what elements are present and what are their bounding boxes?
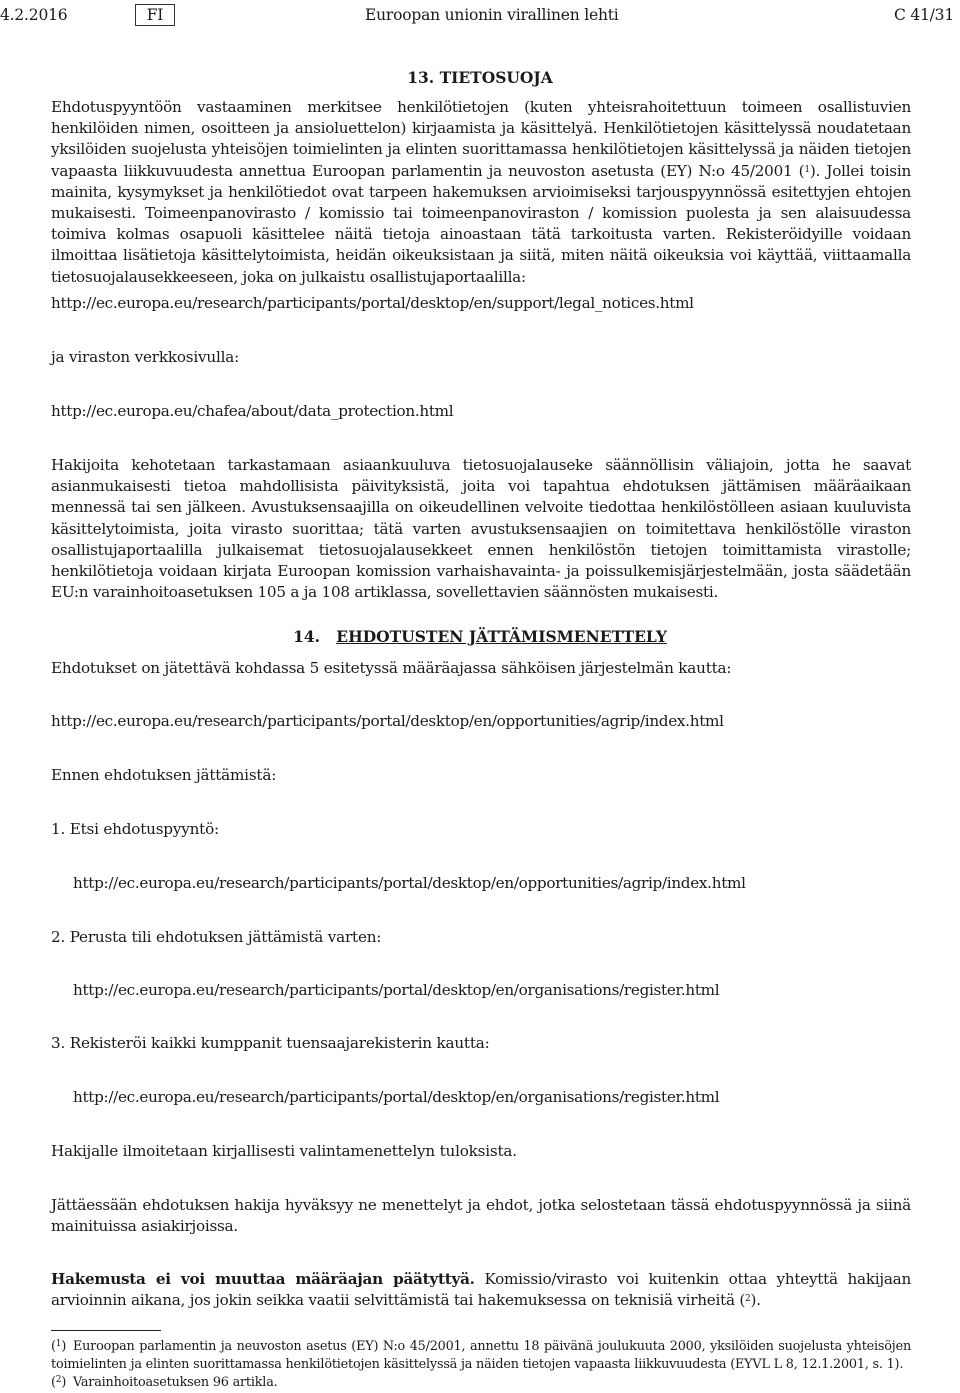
language-badge: FI [135, 4, 175, 26]
data-protection-link[interactable]: http://ec.europa.eu/chafea/about/data_protection.html [51, 402, 454, 420]
footnote-2 [51, 1374, 911, 1392]
no-changes-bold: Hakemusta ei voi muuttaa määräajan päätyttyä. [51, 1270, 475, 1288]
section-14-title [0, 627, 960, 646]
footnote-2-text: Varainhoitoasetuksen 96 artikla. [73, 1375, 278, 1390]
section-13-paragraph-2: Hakijoita kehotetaan tarkastamaan asiaankuuluva tietosuojalauseke säännöllisin väliajoin, jotta he saavat asianmukaisesti tietoa mahdollisista päivityksistä, joita voi tapahtua ehdotuksen jättämisen määräaikaan mennessä tai sen jälkeen. Avustuksensaajilla on oikeudellinen velvoite tiedottaa henkilöstölleen asiaan kuuluvista käsittelytoimista, joita virasto suorittaa; tätä varten avustuksensaajien on toimitettava henkilöstölle viraston osallistujaportaalilla julkaisemat tietosuojalausekkeet ennen henkilöstön tietojen toimittamista virastolle; henkilötietoja voidaan kirjata Euroopan komission varhaishavainta- ja poissulkemisjärjestelmään, josta säädetään EU:n varainhoitoasetuksen 105 a ja 108 artiklassa, sovellettavien säännösten mukaisesti. [51, 456, 911, 602]
submission-intro: Ehdotukset on jätettävä kohdassa 5 esitetyssä määräajassa sähköisen järjestelmän kautta: [51, 659, 732, 677]
footnote-1-mark: ($^1$) [51, 1339, 67, 1354]
section-14-number: 14. [293, 627, 321, 646]
before-submitting-label: Ennen ehdotuksen jättämistä: [51, 766, 277, 784]
notification-text: Hakijalle ilmoitetaan kirjallisesti valintamenettelyn tuloksista. [51, 1142, 517, 1160]
submission-portal-link[interactable]: http://ec.europa.eu/research/participants/portal/desktop/en/opportunities/agrip/index.html [51, 712, 724, 730]
no-changes-end: ). [750, 1291, 761, 1310]
no-changes-text: Komissio/virasto voi kuitenkin ottaa yhteyttä hakijaan arvioinnin aikana, jos jokin seikka vaatii selvittämistä tai hakemuksessa on teknisiä virheitä ( [51, 1270, 911, 1310]
page-header [0, 4, 960, 26]
section-13-paragraph-1 [51, 97, 911, 288]
step-3-link[interactable]: http://ec.europa.eu/research/participants/portal/desktop/en/organisations/register.html [73, 1088, 720, 1106]
footnote-divider [51, 1330, 161, 1331]
footnote-1-text: Euroopan parlamentin ja neuvoston asetus (EY) N:o 45/2001, annettu 18 päivänä joulukuuta 2000, yksilöiden suojelusta yhteisöjen toimielinten ja elinten suorittamassa henkilötietojen käsittelyssä ja näiden tietojen vapaasta liikkuvuudesta (EYVL L 8, 12.1.2001, s. 1). [51, 1339, 911, 1372]
publication-date: 4.2.2016 [0, 6, 68, 24]
agency-website-intro: ja viraston verkkosivulla: [51, 348, 240, 366]
step-2-link[interactable]: http://ec.europa.eu/research/participants/portal/desktop/en/organisations/register.html [73, 981, 720, 999]
section-13-title: 13. TIETOSUOJA [407, 68, 553, 87]
step-3-label: 3. Rekisteröi kaikki kumppanit tuensaajarekisterin kautta: [51, 1034, 490, 1052]
no-changes-paragraph [51, 1269, 911, 1311]
legal-notices-link[interactable]: http://ec.europa.eu/research/participants/portal/desktop/en/support/legal_notices.html [51, 294, 694, 312]
footnote-1 [51, 1338, 911, 1374]
footnote-2-mark: ($^2$) [51, 1375, 67, 1390]
section-14-heading: EHDOTUSTEN JÄTTÄMISMENETTELY [336, 627, 667, 646]
paragraph-text-cont: ). Jollei toisin mainita, kysymykset ja henkilötiedot ovat tarpeen hakemuksen arvioimiseksi tarjouspyynnössä esitettyjen ehtojen mukaisesti. Toimeenpanovirasto / komissio tai toimeenpanoviraston / komission puolesta ja sen alaisuudessa toimiva kolmas osapuoli käsittelee näitä tietoja ainoastaan tätä tarkoitusta varten. Rekisteröidyille voidaan ilmoittaa lisätietoja käsittelytoimista, heidän oikeuksistaan ja siitä, miten näitä oikeuksia voi käyttää, viittaamalla tietosuojalausekkeeseen, joka on julkaistu osallistujaportaalilla: [51, 161, 911, 286]
paragraph-text: Ehdotuspyyntöön vastaaminen merkitsee henkilötietojen (kuten yhteisrahoitettuun toimeen osallistuvien henkilöiden nimen, osoitteen ja ansioluettelon) kirjaamista ja käsittelyä. Henkilötietojen käsittelyssä noudatetaan yksilöiden suojelusta yhteisöjen toimielinten ja elinten suorittamassa henkilötietojen käsittelyssä ja näiden tietojen vapaasta liikkuvuudesta annettua Euroopan parlamentin ja neuvoston asetusta (EY) N:o 45/2001 ( [51, 98, 911, 180]
acceptance-paragraph: Jättäessään ehdotuksen hakija hyväksyy ne menettelyt ja ehdot, jotka selostetaan tässä ehdotuspyynnössä ja siinä mainituissa asiakirjoissa. [51, 1196, 911, 1236]
step-1-label: 1. Etsi ehdotuspyyntö: [51, 820, 219, 838]
step-2-label: 2. Perusta tili ehdotuksen jättämistä varten: [51, 928, 382, 946]
journal-title: Euroopan unionin virallinen lehti [365, 6, 619, 24]
page-reference: C 41/31 [893, 6, 954, 24]
footnote-ref-2[interactable]: 2 [745, 1294, 751, 1305]
footnote-ref-1[interactable]: 1 [804, 164, 810, 175]
step-1-link[interactable]: http://ec.europa.eu/research/participants/portal/desktop/en/opportunities/agrip/index.html [73, 874, 746, 892]
